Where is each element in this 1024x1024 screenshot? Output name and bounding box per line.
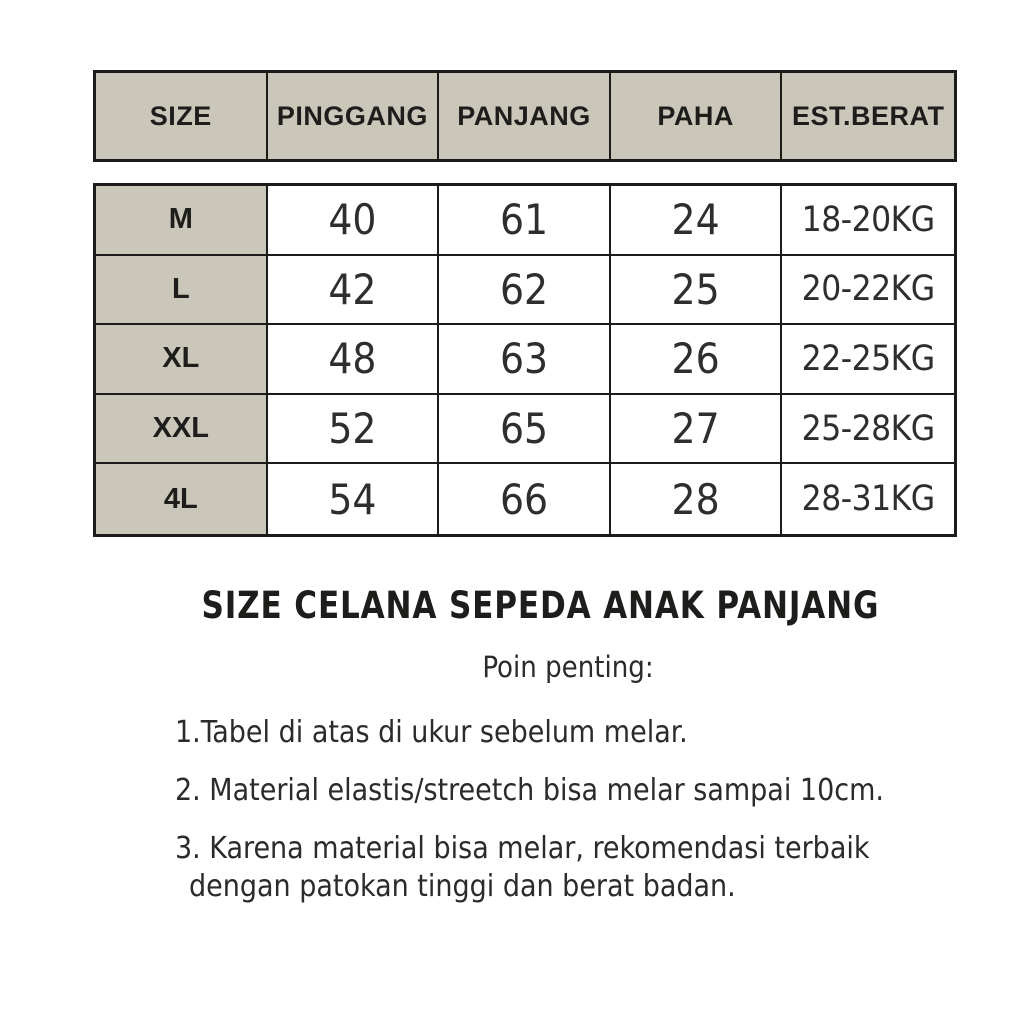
size-table-body bbox=[93, 183, 957, 537]
size-label-4l: 4L bbox=[96, 464, 268, 534]
header-cell-pinggang: PINGGANG bbox=[268, 73, 440, 159]
chart-title-row bbox=[0, 584, 1024, 627]
cell-m-panjang: 61 bbox=[439, 186, 611, 256]
cell-xxl-berat: 25-28KG bbox=[782, 395, 954, 465]
header-cell-panjang: PANJANG bbox=[439, 73, 611, 159]
cell-xl-panjang: 63 bbox=[439, 325, 611, 395]
header-cell-size: SIZE bbox=[96, 73, 268, 159]
cell-m-berat: 18-20KG bbox=[782, 186, 954, 256]
header-cell-est-berat: EST.BERAT bbox=[791, 100, 945, 131]
header-cell-paha: PAHA bbox=[611, 73, 783, 159]
cell-xl-pinggang: 48 bbox=[268, 325, 440, 395]
cell-m-pinggang: 40 bbox=[268, 186, 440, 256]
size-label-xl: XL bbox=[96, 325, 268, 395]
size-table-header bbox=[93, 70, 957, 162]
cell-4l-panjang: 66 bbox=[439, 464, 611, 534]
notes-list bbox=[175, 714, 975, 906]
cell-4l-berat: 28-31KG bbox=[801, 479, 935, 520]
cell-l-pinggang: 42 bbox=[268, 256, 440, 326]
cell-l-paha: 25 bbox=[611, 256, 783, 326]
cell-xl-paha: 26 bbox=[611, 325, 783, 395]
cell-l-panjang: 62 bbox=[439, 256, 611, 326]
cell-xxl-panjang: 65 bbox=[439, 395, 611, 465]
cell-xl-berat: 22-25KG bbox=[782, 325, 954, 395]
note-item-3-line-2: dengan patokan tinggi dan berat badan. bbox=[189, 869, 736, 904]
cell-xxl-pinggang: 52 bbox=[268, 395, 440, 465]
chart-title: SIZE CELANA SEPEDA ANAK PANJANG bbox=[201, 584, 879, 627]
notes-heading: Poin penting: bbox=[482, 650, 654, 684]
size-label-xxl: XXL bbox=[96, 395, 268, 465]
cell-xxl-paha: 27 bbox=[611, 395, 783, 465]
note-item-1: 1.Tabel di atas di ukur sebelum melar. bbox=[175, 715, 688, 750]
note-item-2: 2. Material elastis/streetch bisa melar sampai 10cm. bbox=[175, 773, 884, 808]
cell-l-berat: 20-22KG bbox=[782, 256, 954, 326]
size-label-m: M bbox=[96, 186, 268, 256]
cell-4l-paha: 28 bbox=[611, 464, 783, 534]
cell-4l-pinggang: 54 bbox=[268, 464, 440, 534]
size-label-l: L bbox=[96, 256, 268, 326]
cell-m-paha: 24 bbox=[611, 186, 783, 256]
notes-heading-row bbox=[0, 650, 1024, 684]
note-item-3-line-1: 3. Karena material bisa melar, rekomendasi terbaik bbox=[175, 831, 870, 866]
